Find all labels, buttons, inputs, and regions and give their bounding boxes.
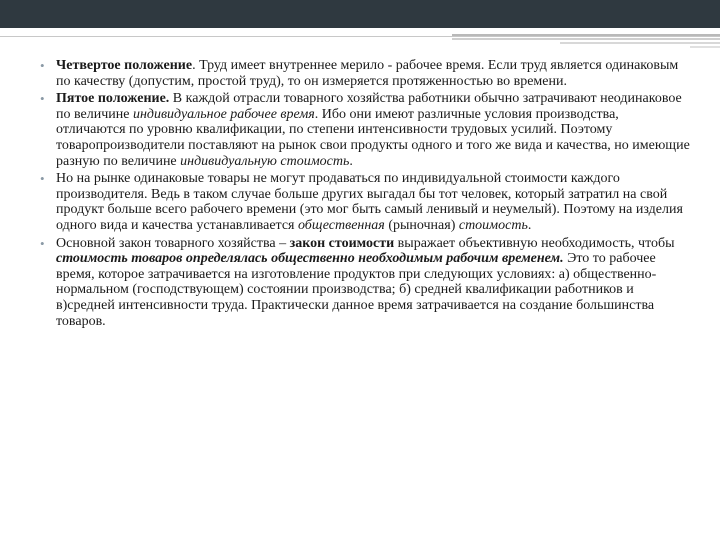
- decorative-line: [690, 46, 720, 48]
- bullet-icon: •: [40, 91, 45, 107]
- text-run: Это то рабочее время, которое затрачивается на изготовление продуктов при следующих условиях: а) общественно-нормальном (господствующем) состоянии производства; б) средней квалификации работников и в)средней интенсивности труда. Практически данное время затрачивается на создание большинства товаров.: [56, 251, 657, 329]
- bullet-paragraph: [40, 171, 690, 233]
- text-run: индивидуальное рабочее время: [132, 106, 315, 122]
- text-run: Но на рынке одинаковые товары не могут продаваться по индивидуальной стоимости каждого производителя. Ведь в таком случае больше других выгадал бы тот человек, который затратил на свой продукт больше всего рабочего времени (это мог быть самый ленивый и неумелый). Поэтому на изделия одного вида и качества устанавливается: [56, 171, 683, 233]
- bullet-paragraph: [40, 236, 690, 330]
- text-run: закон стоимости: [289, 235, 395, 251]
- text-run: индивидуальную стоимость: [180, 153, 350, 169]
- text-run: Основной закон товарного хозяйства –: [56, 235, 290, 251]
- bullet-icon: •: [40, 58, 45, 73]
- bullet-icon: •: [40, 235, 45, 251]
- text-run: .: [527, 217, 532, 233]
- decorative-line: [452, 34, 720, 36]
- decorative-line: [560, 42, 720, 44]
- bullet-icon: •: [40, 171, 45, 187]
- text-run: . Труд имеет внутреннее мерило - рабочее время. Если труд является одинаковым по качеству (допустим, простой труд), то он измеряется протяженностью во времени.: [56, 58, 679, 89]
- header-band: [0, 0, 720, 28]
- text-run: . Ибо они имеют различные условия производства, отличаются по уровню квалификации, по степени интенсивности трудовых усилий. Поэтому товаропроизводители поставляют на рынок свои продукты одного и того же вида и качества, но имеющие разную по величине: [56, 106, 690, 169]
- text-run: стоимость товаров определялась общественно необходимым рабочим временем.: [56, 251, 564, 267]
- text-run: выражает объективную необходимость, чтобы: [394, 235, 675, 251]
- bullet-list: [40, 58, 690, 331]
- text-run: Пятое положение.: [56, 91, 170, 107]
- bullet-paragraph: [40, 91, 690, 169]
- decorative-line: [452, 38, 720, 40]
- text-run: (рыночная): [384, 217, 459, 233]
- text-run: .: [349, 153, 353, 169]
- bullet-paragraph: [40, 58, 690, 89]
- text-run: В каждой отрасли товарного хозяйства работники обычно затрачивают неодинаковое по величине: [56, 91, 682, 122]
- text-run: Четвертое положение: [56, 58, 193, 73]
- text-run: общественная: [297, 217, 385, 233]
- text-run: стоимость: [458, 217, 528, 233]
